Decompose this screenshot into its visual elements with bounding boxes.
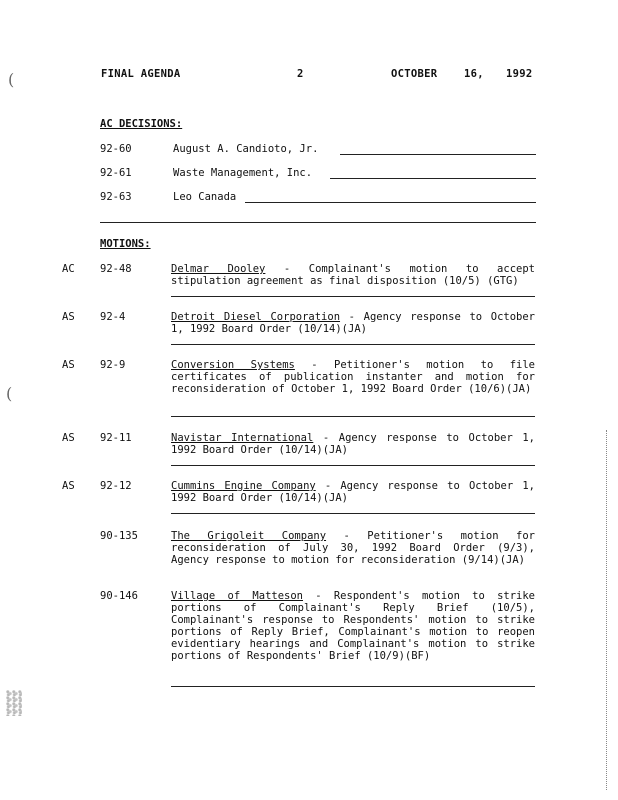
header-month: OCTOBER — [391, 68, 438, 80]
motion-number: 92-48 — [100, 263, 132, 275]
motion-code: AS — [62, 480, 75, 492]
motion-code: AC — [62, 263, 75, 275]
motion-code: AS — [62, 432, 75, 444]
scan-speckle — [6, 690, 22, 716]
motion-number: 92-9 — [100, 359, 126, 371]
ac-decision-row — [100, 167, 536, 181]
motion-number: 92-11 — [100, 432, 132, 444]
motion-description — [171, 530, 535, 566]
decision-line — [245, 202, 536, 203]
motion-line — [171, 465, 535, 466]
motion-title: The Grigoleit Company — [171, 530, 327, 542]
case-name: August A. Candioto, Jr. — [173, 143, 319, 155]
motion-text: - Petitioner's motion to file certificates of publication instanter and motion for reconsideration of October 1, 1992 Board Order (10/6)(JA) — [171, 359, 535, 395]
decision-line — [340, 154, 536, 155]
motion-title: Navistar International — [171, 432, 314, 444]
motion-description — [171, 480, 535, 504]
motion-title: Conversion Systems — [171, 359, 295, 371]
motion-code: AS — [62, 359, 75, 371]
motion-description — [171, 359, 535, 395]
motion-number: 90-146 — [100, 590, 138, 602]
motion-line — [171, 686, 535, 687]
scan-mark: ( — [8, 70, 15, 89]
motion-line — [171, 513, 535, 514]
document-title: FINAL AGENDA — [101, 68, 181, 80]
case-number: 92-60 — [100, 143, 132, 155]
case-name: Waste Management, Inc. — [173, 167, 313, 179]
ac-decisions-heading: AC DECISIONS: — [100, 118, 183, 130]
ac-decision-row — [100, 143, 536, 157]
motion-description — [171, 590, 535, 662]
scan-edge — [606, 430, 608, 790]
motion-number: 90-135 — [100, 530, 138, 542]
motion-text: - Agency response to October 1, 1992 Board Order (10/14)(JA) — [171, 432, 535, 456]
scan-mark: ( — [6, 384, 13, 403]
motion-text: - Respondent's motion to strike portions of Complainant's Reply Brief (10/5), Complainant's response to Respondents' motion to strike portions of Reply Brief, Complainant's motion to reopen evidentiary hearings and Complainant's motion to strike portions of Respondents' Brief (10/9)(BF) — [171, 590, 535, 662]
header-year: 1992 — [506, 68, 533, 80]
case-number: 92-63 — [100, 191, 132, 203]
motion-description — [171, 432, 535, 456]
motion-number: 92-12 — [100, 480, 132, 492]
motion-title: Delmar Dooley — [171, 263, 266, 275]
motion-description — [171, 311, 535, 335]
decision-line — [330, 178, 536, 179]
ac-decision-row — [100, 191, 536, 205]
motion-title: Detroit Diesel Corporation — [171, 311, 341, 323]
motion-line — [171, 416, 535, 417]
motion-title: Cummins Engine Company — [171, 480, 316, 492]
motion-description — [171, 263, 535, 287]
motion-title: Village of Matteson — [171, 590, 303, 602]
motion-text: - Agency response to October 1, 1992 Board Order (10/14)(JA) — [171, 480, 535, 504]
case-number: 92-61 — [100, 167, 132, 179]
motion-code: AS — [62, 311, 75, 323]
motion-line — [171, 296, 535, 297]
motion-line — [171, 344, 535, 345]
motion-number: 92-4 — [100, 311, 126, 323]
motion-text: - Agency response to October 1, 1992 Board Order (10/14)(JA) — [171, 311, 535, 335]
motion-text: - Complainant's motion to accept stipulation agreement as final disposition (10/5) (GTG) — [171, 263, 535, 287]
motions-heading: MOTIONS: — [100, 238, 151, 250]
motion-text: - Petitioner's motion for reconsideration of July 30, 1992 Board Order (9/3), Agency response to motion for reconsideration (9/14)(JA) — [171, 530, 535, 566]
case-name: Leo Canada — [173, 191, 237, 203]
page-number: 2 — [297, 68, 304, 80]
section-divider — [100, 222, 536, 223]
header-day: 16, — [464, 68, 484, 80]
